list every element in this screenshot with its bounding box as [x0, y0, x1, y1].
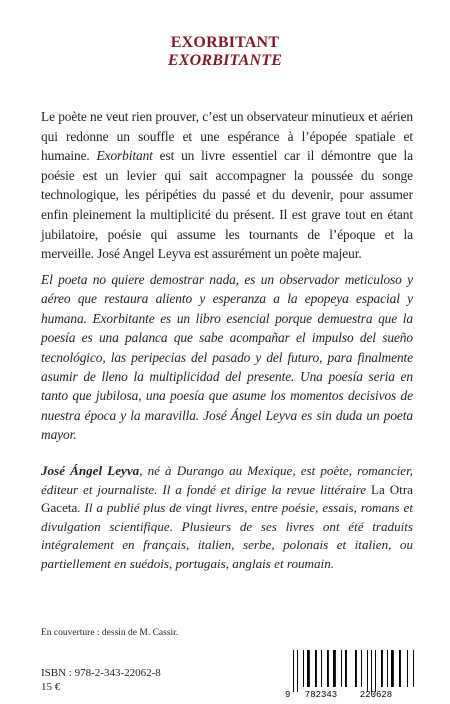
title-block — [0, 34, 450, 70]
barcode-digits-left: 782343 — [304, 690, 338, 698]
barcode-image — [283, 650, 414, 698]
barcode-bar — [399, 650, 401, 687]
title-french: EXORBITANT — [170, 34, 280, 51]
bio-text-part1: , né à Durango au Mexique, est poète, romancier, éditeur et journaliste. Il a fondé et dirige la revue littéraire — [41, 463, 413, 497]
title-spanish: EXORBITANTE — [167, 52, 283, 69]
barcode-bar — [381, 650, 383, 687]
barcode-bar — [367, 650, 368, 692]
barcode-bar — [345, 650, 347, 687]
barcode-digit-first: 9 — [285, 690, 291, 698]
barcode-bar — [303, 650, 304, 687]
french-text-part2: est un livre essentiel car il démontre que la poésie est un levier qui sait accompagner la poussée du songe technologique, les péripéties du passé et du devenir, pour assumer enfin pleinement la multiplicité du présent. Il est grave tout en étant jubilatoire, poésie qui assume les tournants de l’époque et la merveille. José Angel Leyva est assurément un poète majeur. — [41, 148, 414, 262]
barcode-bar — [341, 650, 342, 687]
author-name: José Ángel Leyva — [41, 463, 140, 478]
isbn-number: ISBN : 978-2-343-22062-8 — [41, 667, 161, 679]
french-text-part1: Le poète ne veut rien prouver, c’est un observateur minutieux et aérien qui redonne un souffle et une espérance à l’épopée spatiale et humaine. — [41, 109, 413, 164]
barcode-bar — [361, 650, 362, 687]
barcode-bar — [375, 650, 376, 692]
author-bio — [41, 462, 413, 574]
barcode-bars — [293, 650, 414, 692]
barcode-bar — [407, 650, 408, 687]
french-description — [41, 107, 413, 264]
bio-text-part2: . Il a publié plus de vingt livres, entre poésie, essais, romans et divulgation scientifique. Plusieurs de ses livres ont été traduits intégralement en français, italien, serbe, polonais et italien, ou partiellement en suédois, portugais, anglais et roumain. — [41, 500, 413, 571]
magazine-name: La Otra Gaceta — [41, 481, 413, 516]
barcode — [283, 650, 414, 698]
barcode-bar — [327, 650, 329, 687]
spanish-description: El poeta no quiere demostrar nada, es un observador meticuloso y aéreo que restaura aliento y esperanza a la epopeya espacial y humana. Exorbitante es un libro esencial porque demuestra que la poesía es una palanca que sabe acompañar el impulso del sueño tecnológico, las peripecias del pasado y del futuro, para finalmente asumir de lleno la multiplicidad del presente. Una poesía seria en tanto que jubilosa, una poesía que asume los momentos decisivos de nuestra época y la maravilla. José Ángel Leyva es sin duda un poeta mayor. — [41, 272, 413, 443]
barcode-bar — [315, 650, 317, 687]
barcode-bar — [333, 650, 336, 687]
price: 15 € — [41, 681, 61, 693]
barcode-bar — [293, 650, 294, 692]
barcode-bar — [371, 650, 372, 692]
barcode-bar — [307, 650, 310, 687]
barcode-digits-right: 220628 — [359, 690, 393, 698]
french-book-title: Exorbitant — [96, 148, 153, 164]
barcode-bar — [387, 650, 388, 687]
barcode-bar — [391, 650, 394, 687]
barcode-bar — [297, 650, 298, 692]
barcode-bar — [355, 650, 357, 687]
isbn-block — [41, 666, 161, 694]
barcode-bar — [321, 650, 322, 687]
cover-credit: En couverture : dessin de M. Cassir. — [41, 628, 179, 638]
barcode-bar — [413, 650, 414, 687]
